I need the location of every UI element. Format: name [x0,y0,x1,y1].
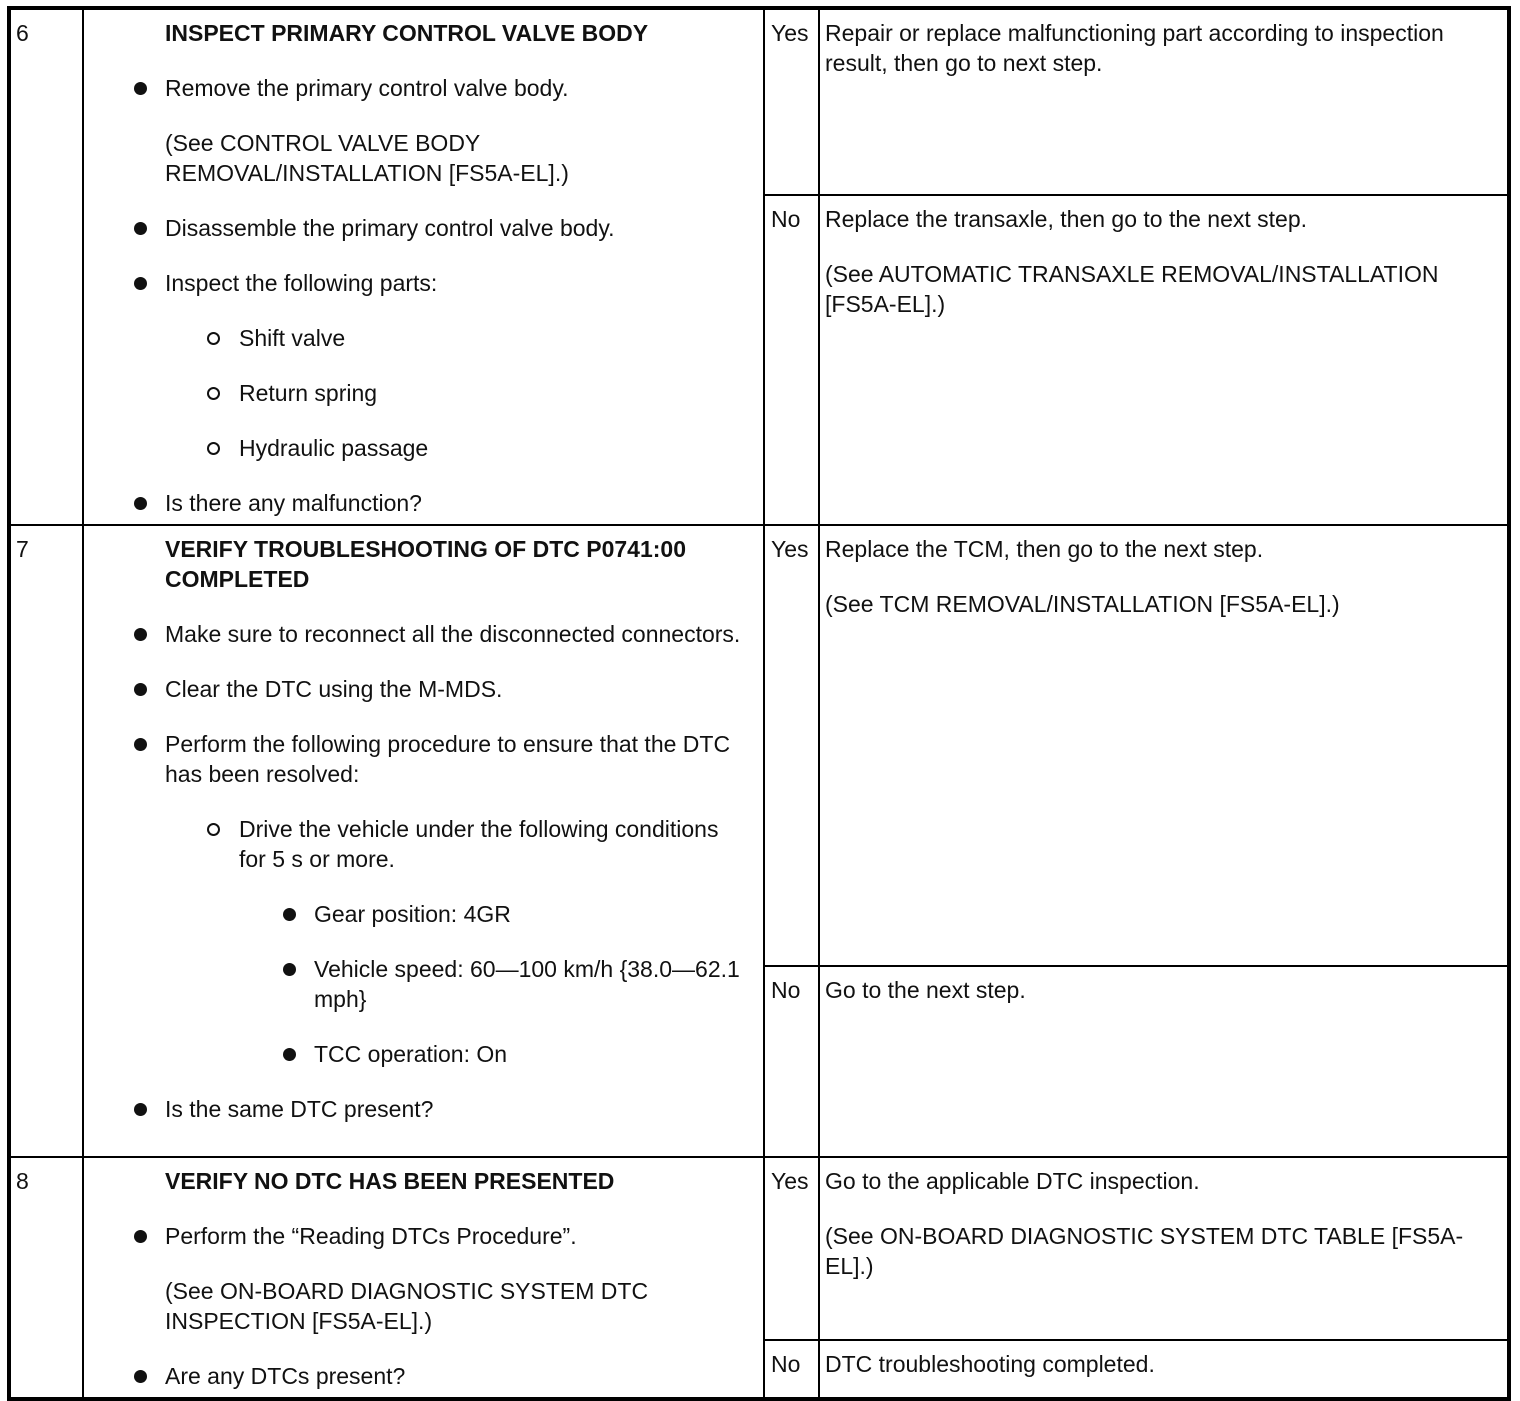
sub-sub-list-item: TCC operation: On [84,1039,751,1069]
bullet-icon [134,222,147,235]
no-label: No [764,966,819,1157]
yes-label: Yes [764,525,819,966]
no-result-cell [819,966,1509,1157]
list-item: Inspect the following parts: [84,268,751,298]
yes-label: Yes [764,1157,819,1340]
no-result-reference: (See AUTOMATIC TRANSAXLE REMOVAL/INSTALLATION [FS5A-EL].) [825,261,1439,318]
bullet-icon [134,1370,147,1383]
dtc-troubleshooting-table [7,6,1511,1401]
yes-label: Yes [764,8,819,195]
bullet-icon [283,908,296,921]
list-item-question: Are any DTCs present? [84,1361,751,1391]
sub-list-item: Shift valve [84,323,751,353]
list-item: Make sure to reconnect all the disconnected connectors. [84,619,751,649]
list-item-question: Is there any malfunction? [84,488,751,518]
yes-result-text: Go to the applicable DTC inspection. [825,1168,1200,1194]
circle-bullet-icon [207,442,220,455]
no-label: No [764,1340,819,1399]
no-result-cell [819,1340,1509,1399]
reference-text: (See ON-BOARD DIAGNOSTIC SYSTEM DTC INSPECTION [FS5A-EL].) [165,1278,649,1334]
list-item: Perform the “Reading DTCs Procedure”. [84,1221,751,1251]
list-item: Clear the DTC using the M-MDS. [84,674,751,704]
step-action-cell [83,8,764,525]
step-number: 7 [9,525,83,1157]
list-item: Remove the primary control valve body. [84,73,751,103]
list-item: Disassemble the primary control valve body. [84,213,751,243]
list-item-question: Is the same DTC present? [84,1094,751,1124]
yes-result-text: Replace the TCM, then go to the next step. [825,536,1264,562]
bullet-icon [134,738,147,751]
no-result-text: Replace the transaxle, then go to the next step. [825,206,1308,233]
bullet-icon [134,82,147,95]
bullet-icon [134,628,147,641]
circle-bullet-icon [207,332,220,345]
bullet-icon [134,1230,147,1243]
yes-result-reference: (See ON-BOARD DIAGNOSTIC SYSTEM DTC TABLE [FS5A-EL].) [825,1223,1464,1279]
yes-result-reference: (See TCM REMOVAL/INSTALLATION [FS5A-EL].) [825,591,1340,617]
no-result-cell [819,195,1509,525]
reference-text: (See CONTROL VALVE BODY REMOVAL/INSTALLATION [FS5A-EL].) [165,130,569,186]
step-heading: VERIFY TROUBLESHOOTING OF DTC P0741:00 COMPLETED [165,536,687,592]
step-heading: VERIFY NO DTC HAS BEEN PRESENTED [165,1168,615,1194]
yes-result-text: Repair or replace malfunctioning part according to inspection result, then go to next step. [825,20,1444,76]
step-action-cell [83,1157,764,1399]
table-row-step-7 [9,525,1509,966]
no-result-text: Go to the next step. [825,977,1026,1003]
yes-result-cell [819,525,1509,966]
sub-sub-list-item: Vehicle speed: 60—100 km/h {38.0—62.1 mph} [84,954,751,1014]
bullet-icon [283,1048,296,1061]
circle-bullet-icon [207,387,220,400]
table-row-step-8 [9,1157,1509,1340]
yes-result-cell [819,8,1509,195]
step-number: 8 [9,1157,83,1399]
table-row-step-6 [9,8,1509,195]
bullet-icon [134,497,147,510]
step-number: 6 [9,8,83,525]
step-heading: INSPECT PRIMARY CONTROL VALVE BODY [165,20,649,46]
step-action-cell [83,525,764,1157]
no-result-text: DTC troubleshooting completed. [825,1350,1155,1377]
list-item: Perform the following procedure to ensure that the DTC has been resolved: [84,729,751,789]
sub-sub-list-item: Gear position: 4GR [84,899,751,929]
sub-list-item: Drive the vehicle under the following conditions for 5 s or more. [84,814,751,874]
no-label: No [764,195,819,525]
bullet-icon [134,277,147,290]
sub-list-item: Return spring [84,378,751,408]
bullet-icon [283,963,296,976]
sub-list-item: Hydraulic passage [84,433,751,463]
yes-result-cell [819,1157,1509,1340]
bullet-icon [134,1103,147,1116]
circle-bullet-icon [207,823,220,836]
bullet-icon [134,683,147,696]
troubleshooting-table-container [7,6,1511,1401]
